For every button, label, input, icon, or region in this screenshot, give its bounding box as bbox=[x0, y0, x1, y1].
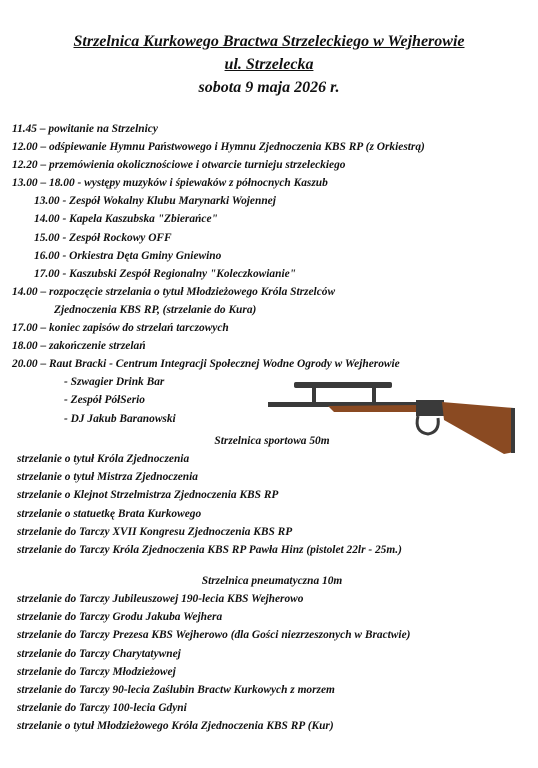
list-item: strzelanie o tytuł Młodzieżowego Króla Zjednoczenia KBS RP (Kur) bbox=[17, 720, 334, 733]
list-item: strzelanie do Tarczy Młodzieżowej bbox=[17, 665, 176, 678]
list-item: strzelanie o Klejnot Strzelmistrza Zjednoczenia KBS RP bbox=[17, 489, 279, 502]
list-item: strzelanie do Tarczy Charytatywnej bbox=[17, 647, 181, 660]
program-item: 18.00 – zakończenie strzelań bbox=[12, 340, 146, 353]
performer-item: 14.00 - Kapela Kaszubska "Zbierańce" bbox=[34, 213, 218, 226]
list-item: strzelanie o statuetkę Brata Kurkowego bbox=[17, 507, 202, 520]
program-item-continuation: Zjednoczenia KBS RP, (strzelanie do Kura) bbox=[54, 303, 257, 316]
program-item: 20.00 – Raut Bracki - Centrum Integracji Społecznej Wodne Ogrody w Wejherowie bbox=[12, 358, 400, 371]
raut-item: - Szwagier Drink Bar bbox=[64, 376, 165, 389]
program-item: 12.20 – przemówienia okolicznościowe i otwarcie turnieju strzeleckiego bbox=[12, 159, 346, 172]
list-item: strzelanie do Tarczy 90-lecia Zaślubin Bractw Kurkowych z morzem bbox=[17, 683, 335, 696]
performer-item: 15.00 - Zespół Rockowy OFF bbox=[34, 231, 172, 244]
list-item: strzelanie o tytuł Króla Zjednoczenia bbox=[17, 453, 190, 465]
event-date: sobota 9 maja 2026 r. bbox=[198, 79, 340, 96]
page-title: Strzelnica Kurkowego Bractwa Strzeleckiego w Wejherowie bbox=[73, 33, 465, 50]
program-item: 14.00 – rozpoczęcie strzelania o tytuł Młodzieżowego Króla Strzelców bbox=[12, 285, 336, 298]
section-title: Strzelnica pneumatyczna 10m bbox=[201, 575, 343, 587]
section-sport-50m bbox=[17, 432, 527, 559]
performer-item: 13.00 - Zespół Wokalny Klubu Marynarki Wojennej bbox=[34, 195, 276, 208]
program-item: 12.00 – odśpiewanie Hymnu Państwowego i Hymnu Zjednoczenia KBS RP (z Orkiestrą) bbox=[12, 141, 425, 154]
receiver bbox=[416, 400, 444, 416]
scope bbox=[294, 382, 392, 388]
program-item: 11.45 – powitanie na Strzelnicy bbox=[12, 123, 158, 135]
list-item: strzelanie do Tarczy XVII Kongresu Zjednoczenia KBS RP bbox=[17, 525, 293, 538]
scope-mount bbox=[312, 388, 316, 402]
program-item: 13.00 – 18.00 - występy muzyków i śpiewaków z północnych Kaszub bbox=[12, 177, 328, 190]
performer-item: 17.00 - Kaszubski Zespół Regionalny "Koleczkowianie" bbox=[34, 267, 296, 280]
forend bbox=[328, 405, 418, 412]
scope-mount bbox=[372, 388, 376, 402]
raut-item: - DJ Jakub Baranowski bbox=[64, 412, 176, 425]
list-item: strzelanie do Tarczy Prezesa KBS Wejherowo (dla Gości niezrzeszonych w Bractwie) bbox=[17, 629, 411, 642]
address: ul. Strzelecka bbox=[224, 56, 314, 73]
program-item: 17.00 – koniec zapisów do strzelań tarczowych bbox=[12, 322, 229, 335]
list-item: strzelanie do Tarczy Grodu Jakuba Wejhera bbox=[17, 611, 223, 624]
header bbox=[0, 30, 538, 99]
section-pneumatic-10m bbox=[17, 572, 527, 736]
list-item: strzelanie do Tarczy Jubileuszowej 190-lecia KBS Wejherowo bbox=[17, 593, 304, 605]
list-item: strzelanie do Tarczy Króla Zjednoczenia KBS RP Pawła Hinz (pistolet 22lr - 25m.) bbox=[17, 543, 402, 556]
raut-item: - Zespół PółSerio bbox=[64, 394, 145, 407]
performer-item: 16.00 - Orkiestra Dęta Gminy Gniewino bbox=[34, 249, 222, 262]
section-title: Strzelnica sportowa 50m bbox=[214, 435, 330, 447]
list-item: strzelanie do Tarczy 100-lecia Gdyni bbox=[17, 702, 187, 715]
list-item: strzelanie o tytuł Mistrza Zjednoczenia bbox=[17, 471, 198, 484]
